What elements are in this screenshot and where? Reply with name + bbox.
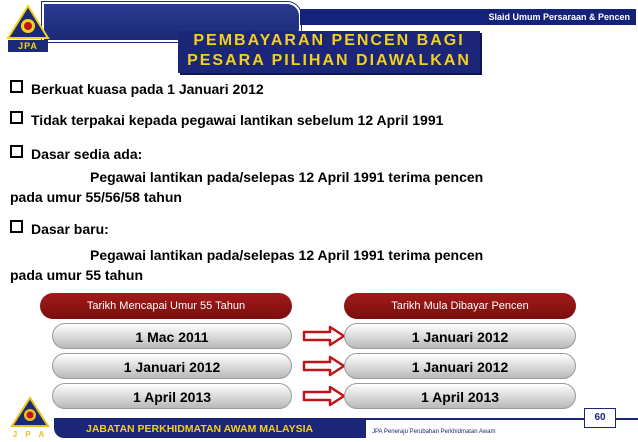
logo-icon: [4, 4, 52, 44]
slide-title: [178, 31, 480, 73]
existing-policy-line-2: pada umur 55/56/58 tahun: [10, 189, 182, 205]
checkbox-bullet-icon: [10, 80, 23, 93]
slide-tag: Slaid Umum Persaraan & Pencen: [300, 9, 636, 25]
title-line-2: PESARA PILIHAN DIAWALKAN: [187, 52, 471, 69]
bullet-existing-policy: [10, 145, 142, 163]
row-3-pension-date: 1 April 2013: [344, 383, 576, 409]
row-2-pension-date: 1 Januari 2012: [344, 353, 576, 379]
bullet-new-policy: [10, 220, 109, 238]
col-header-age-55: Tarikh Mencapai Umur 55 Tahun: [40, 293, 292, 319]
row-1-pension-date: 1 Januari 2012: [344, 323, 576, 349]
arrow-right-icon: [302, 325, 346, 347]
page-number: 60: [584, 408, 616, 428]
logo-icon: [8, 396, 52, 430]
jpa-logo-footer: [8, 396, 52, 440]
new-policy-line-2: pada umur 55 tahun: [10, 267, 144, 283]
bullet-text: Dasar baru:: [31, 221, 109, 237]
footer-tagline: JPA Peneraju Perubahan Perkhidmatan Awam: [372, 429, 496, 435]
checkbox-bullet-icon: [10, 220, 23, 233]
existing-policy-line-1: Pegawai lantikan pada/selepas 12 April 1991 terima pencen: [90, 169, 484, 185]
footer-org: JABATAN PERKHIDMATAN AWAM MALAYSIA: [86, 423, 314, 435]
logo-label: JPA: [8, 40, 48, 52]
row-2-age-date: 1 Januari 2012: [52, 353, 292, 379]
bullet-effective-date: [10, 80, 264, 98]
bullet-text: Berkuat kuasa pada 1 Januari 2012: [31, 81, 264, 97]
title-line-1: PEMBAYARAN PENCEN BAGI: [193, 32, 465, 49]
logo-label: J P A: [12, 430, 48, 439]
checkbox-bullet-icon: [10, 111, 23, 124]
arrow-right-icon: [302, 385, 346, 407]
row-1-age-date: 1 Mac 2011: [52, 323, 292, 349]
checkbox-bullet-icon: [10, 145, 23, 158]
bullet-not-applicable: [10, 111, 443, 129]
jpa-logo: [4, 4, 52, 54]
arrow-right-icon: [302, 355, 346, 377]
bullet-text: Tidak terpakai kepada pegawai lantikan sebelum 12 April 1991: [31, 112, 444, 128]
new-policy-line-1: Pegawai lantikan pada/selepas 12 April 1991 terima pencen: [90, 247, 484, 263]
col-header-pension-start: Tarikh Mula Dibayar Pencen: [344, 293, 576, 319]
row-3-age-date: 1 April 2013: [52, 383, 292, 409]
bullet-text: Dasar sedia ada:: [31, 146, 143, 162]
